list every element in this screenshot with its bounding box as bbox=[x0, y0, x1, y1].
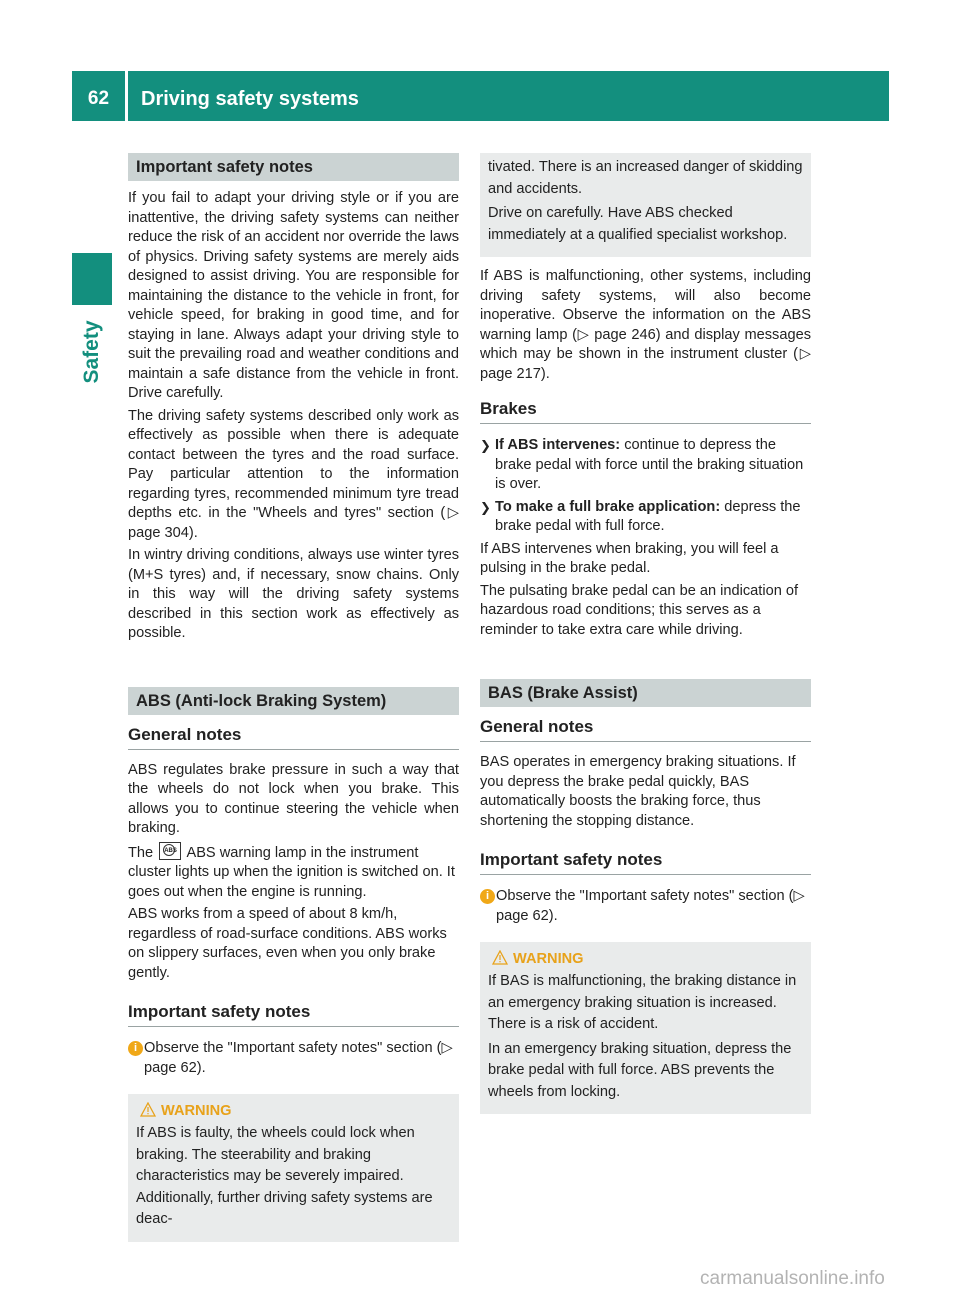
warning-text: tivated. There is an increased danger of skidding and accidents. bbox=[488, 159, 803, 197]
section-heading-important-safety-notes: Important safety notes bbox=[128, 153, 459, 181]
warning-triangle-icon bbox=[140, 1102, 156, 1117]
side-tab-marker bbox=[72, 253, 112, 305]
paragraph: BAS operates in emergency braking situations. If you depress the brake pedal quickly, BAS automatically boosts the braking force, thus shortening the stopping distance. bbox=[480, 754, 796, 829]
paragraph: ABS regulates brake pressure in such a way that the wheels do not lock when you brake. This allows you to continue steering the vehicle when braking. bbox=[128, 761, 459, 836]
warning-box bbox=[480, 942, 811, 1114]
right-column bbox=[480, 153, 811, 1114]
paragraph: The driving safety systems described only work as effectively as possible when there is adequate contact between the tyres and the road surface. Pay particular attention to the information regarding tyres, recommended minimum tyre tread depths etc. in the "Wheels and tyres" section (▷ page 304). bbox=[128, 407, 459, 541]
paragraph: If ABS is malfunctioning, other systems, including driving safety systems, will also become inoperative. Observe the information on the ABS warning lamp (▷ page 246) and display messages which may be shown in the instrument cluster (▷ page 217). bbox=[480, 268, 811, 382]
warning-text: In an emergency braking situation, depress the brake pedal with full force. ABS prevents the wheels from locking. bbox=[488, 1040, 792, 1100]
step-arrow-icon: ❯ bbox=[480, 499, 491, 515]
warning-text: Drive on carefully. Have ABS checked immediately at a qualified specialist workshop. bbox=[488, 205, 788, 243]
left-column bbox=[128, 153, 459, 1242]
subheading-general-notes: General notes bbox=[480, 717, 811, 742]
paragraph-abs-lamp bbox=[128, 842, 459, 903]
warning-text: If ABS is faulty, the wheels could lock when braking. The steerability and braking characteristics may be severely impaired. Additionally, further driving safety systems are deac- bbox=[136, 1125, 433, 1227]
side-tab-label: Safety bbox=[80, 320, 103, 384]
warning-title: WARNING bbox=[488, 950, 803, 967]
step-arrow-icon: ❯ bbox=[480, 438, 491, 453]
section-heading-abs: ABS (Anti-lock Braking System) bbox=[128, 687, 459, 715]
warning-box-continued bbox=[480, 153, 811, 257]
section-heading-bas: BAS (Brake Assist) bbox=[480, 679, 811, 707]
page-header bbox=[72, 71, 889, 121]
paragraph: The pulsating brake pedal can be an indication of hazardous road conditions; this serves as a reminder to take extra care while driving. bbox=[480, 582, 799, 638]
warning-triangle-icon bbox=[492, 950, 508, 965]
paragraph: If ABS intervenes when braking, you will feel a pulsing in the brake pedal. bbox=[480, 540, 779, 576]
instruction-step: ❯ To make a full brake application: depress the brake pedal with full force. bbox=[480, 498, 801, 534]
warning-title: WARNING bbox=[136, 1102, 451, 1119]
watermark: carmanualsonline.info bbox=[700, 1268, 885, 1289]
text: The bbox=[128, 844, 154, 861]
info-icon: i bbox=[128, 1041, 143, 1056]
info-note: i Observe the "Important safety notes" section (▷ page 62). bbox=[480, 887, 811, 926]
subheading-brakes: Brakes bbox=[480, 399, 811, 424]
subheading-important-safety-notes: Important safety notes bbox=[128, 1002, 459, 1027]
subheading-important-safety-notes: Important safety notes bbox=[480, 850, 811, 875]
info-note: i Observe the "Important safety notes" section (▷ page 62). bbox=[128, 1039, 459, 1078]
abs-warning-lamp-icon: ABS bbox=[159, 842, 181, 860]
warning-text: If BAS is malfunctioning, the braking distance in an emergency braking situation is increased. There is a risk of accident. bbox=[488, 973, 797, 1032]
info-icon: i bbox=[480, 889, 495, 904]
paragraph: ABS works from a speed of about 8 km/h, regardless of road-surface conditions. ABS works on slippery surfaces, even when you only brake gently. bbox=[128, 906, 447, 981]
paragraph: If you fail to adapt your driving style or if you are inattentive, the driving safety systems can neither reduce the risk of an accident nor override the laws of physics. Driving safety systems are merely aids designed to assist driving. You are responsible for maintaining the distance to the vehicle in front, for vehicle speed, for braking in good time, and for staying in lane. Always adapt your driving style to suit the prevailing road and weather conditions and maintain a safe distance from the vehicle in front. Drive carefully. bbox=[128, 190, 459, 401]
chapter-title: Driving safety systems bbox=[141, 88, 359, 110]
paragraph: In wintry driving conditions, always use winter tyres (M+S tyres) and, if necessary, snow chains. Only in this way will the driving safety systems described in this section work as effectively as possible. bbox=[128, 547, 459, 641]
warning-box bbox=[128, 1094, 459, 1242]
subheading-general-notes: General notes bbox=[128, 725, 459, 750]
page-number: 62 bbox=[87, 88, 110, 109]
header-divider bbox=[125, 71, 128, 121]
text: ABS warning lamp in the instrument cluster lights up when the ignition is switched on. It goes out when the engine is running. bbox=[128, 844, 455, 900]
instruction-step: ❯ If ABS intervenes: continue to depress the brake pedal with force until the braking situation is over. bbox=[480, 437, 804, 492]
